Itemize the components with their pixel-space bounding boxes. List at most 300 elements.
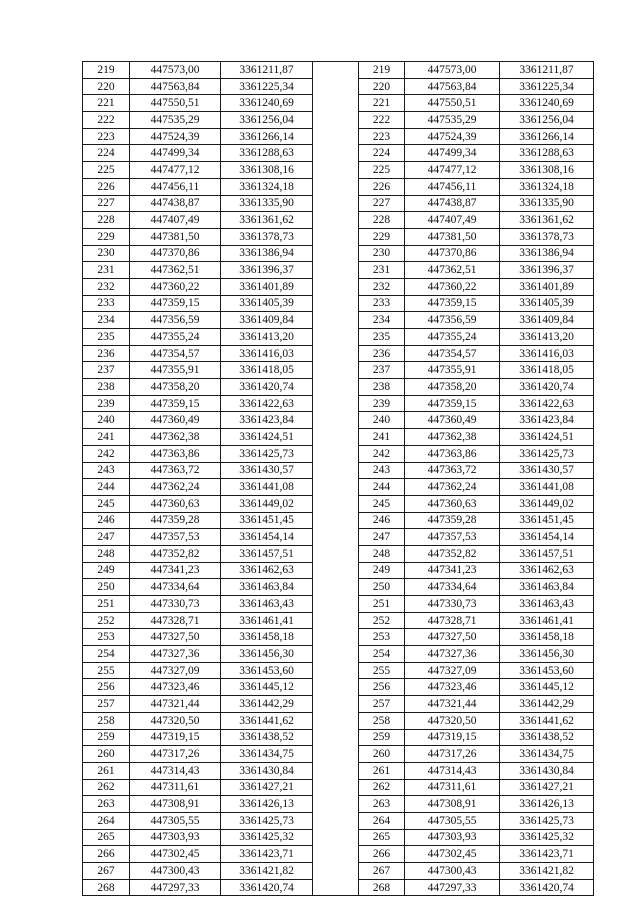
left-x-coordinate-cell: 447305,55 [130,812,221,829]
right-y-coordinate-cell: 3361225,34 [500,78,594,95]
right-y-coordinate-cell: 3361457,51 [500,545,594,562]
column-separator [313,78,359,95]
right-point-number-cell: 240 [359,412,405,429]
left-point-number-cell: 243 [83,462,130,479]
column-separator [313,312,359,329]
column-separator [313,445,359,462]
right-x-coordinate-cell: 447362,38 [405,429,500,446]
right-x-coordinate-cell: 447327,36 [405,646,500,663]
left-point-number-cell: 226 [83,178,130,195]
right-point-number-cell: 236 [359,345,405,362]
right-point-number-cell: 237 [359,362,405,379]
right-point-number-cell: 266 [359,846,405,863]
right-y-coordinate-cell: 3361421,82 [500,863,594,880]
left-x-coordinate-cell: 447330,73 [130,596,221,613]
right-x-coordinate-cell: 447363,86 [405,445,500,462]
table-row [83,679,594,696]
right-point-number-cell: 262 [359,779,405,796]
left-point-number-cell: 241 [83,429,130,446]
right-point-number-cell: 245 [359,495,405,512]
left-point-number-cell: 252 [83,612,130,629]
left-point-number-cell: 244 [83,479,130,496]
table-row [83,612,594,629]
left-point-number-cell: 239 [83,395,130,412]
right-point-number-cell: 241 [359,429,405,446]
column-separator [313,62,359,79]
column-separator [313,95,359,112]
left-y-coordinate-cell: 3361413,20 [221,329,313,346]
left-y-coordinate-cell: 3361425,32 [221,829,313,846]
left-y-coordinate-cell: 3361386,94 [221,245,313,262]
left-x-coordinate-cell: 447499,34 [130,145,221,162]
left-y-coordinate-cell: 3361441,62 [221,712,313,729]
column-separator [313,863,359,880]
left-point-number-cell: 251 [83,596,130,613]
column-separator [313,379,359,396]
left-x-coordinate-cell: 447319,15 [130,729,221,746]
table-row [83,512,594,529]
right-point-number-cell: 260 [359,746,405,763]
right-point-number-cell: 244 [359,479,405,496]
left-point-number-cell: 220 [83,78,130,95]
left-y-coordinate-cell: 3361457,51 [221,545,313,562]
table-row [83,145,594,162]
table-row [83,379,594,396]
left-point-number-cell: 229 [83,228,130,245]
left-point-number-cell: 230 [83,245,130,262]
right-point-number-cell: 231 [359,262,405,279]
left-x-coordinate-cell: 447334,64 [130,579,221,596]
left-y-coordinate-cell: 3361409,84 [221,312,313,329]
right-point-number-cell: 253 [359,629,405,646]
column-separator [313,178,359,195]
column-separator [313,495,359,512]
right-x-coordinate-cell: 447550,51 [405,95,500,112]
left-x-coordinate-cell: 447352,82 [130,545,221,562]
right-y-coordinate-cell: 3361418,05 [500,362,594,379]
left-point-number-cell: 265 [83,829,130,846]
left-x-coordinate-cell: 447563,84 [130,78,221,95]
right-x-coordinate-cell: 447334,64 [405,579,500,596]
left-y-coordinate-cell: 3361458,18 [221,629,313,646]
right-x-coordinate-cell: 447300,43 [405,863,500,880]
right-y-coordinate-cell: 3361405,39 [500,295,594,312]
column-separator [313,712,359,729]
left-x-coordinate-cell: 447300,43 [130,863,221,880]
left-point-number-cell: 231 [83,262,130,279]
right-point-number-cell: 247 [359,529,405,546]
left-point-number-cell: 225 [83,162,130,179]
column-separator [313,529,359,546]
column-separator [313,212,359,229]
column-separator [313,278,359,295]
left-point-number-cell: 250 [83,579,130,596]
left-y-coordinate-cell: 3361463,84 [221,579,313,596]
left-point-number-cell: 256 [83,679,130,696]
column-separator [313,362,359,379]
left-x-coordinate-cell: 447303,93 [130,829,221,846]
left-x-coordinate-cell: 447359,15 [130,395,221,412]
left-x-coordinate-cell: 447320,50 [130,712,221,729]
left-y-coordinate-cell: 3361454,14 [221,529,313,546]
left-point-number-cell: 227 [83,195,130,212]
left-y-coordinate-cell: 3361401,89 [221,278,313,295]
right-x-coordinate-cell: 447352,82 [405,545,500,562]
column-separator [313,679,359,696]
right-x-coordinate-cell: 447362,24 [405,479,500,496]
left-point-number-cell: 260 [83,746,130,763]
table-row [83,128,594,145]
right-y-coordinate-cell: 3361441,08 [500,479,594,496]
left-x-coordinate-cell: 447456,11 [130,178,221,195]
right-y-coordinate-cell: 3361413,20 [500,329,594,346]
column-separator [313,612,359,629]
right-x-coordinate-cell: 447477,12 [405,162,500,179]
left-x-coordinate-cell: 447355,24 [130,329,221,346]
left-x-coordinate-cell: 447360,63 [130,495,221,512]
column-separator [313,579,359,596]
left-x-coordinate-cell: 447360,49 [130,412,221,429]
left-x-coordinate-cell: 447327,50 [130,629,221,646]
right-x-coordinate-cell: 447359,28 [405,512,500,529]
right-y-coordinate-cell: 3361426,13 [500,796,594,813]
table-row [83,529,594,546]
left-point-number-cell: 223 [83,128,130,145]
left-point-number-cell: 234 [83,312,130,329]
left-y-coordinate-cell: 3361266,14 [221,128,313,145]
right-point-number-cell: 248 [359,545,405,562]
right-point-number-cell: 257 [359,696,405,713]
right-x-coordinate-cell: 447438,87 [405,195,500,212]
right-point-number-cell: 243 [359,462,405,479]
left-y-coordinate-cell: 3361420,74 [221,879,313,896]
right-point-number-cell: 219 [359,62,405,79]
right-y-coordinate-cell: 3361453,60 [500,662,594,679]
right-x-coordinate-cell: 447330,73 [405,596,500,613]
right-y-coordinate-cell: 3361409,84 [500,312,594,329]
left-point-number-cell: 266 [83,846,130,863]
left-x-coordinate-cell: 447359,28 [130,512,221,529]
right-y-coordinate-cell: 3361266,14 [500,128,594,145]
right-y-coordinate-cell: 3361211,87 [500,62,594,79]
left-y-coordinate-cell: 3361335,90 [221,195,313,212]
column-separator [313,879,359,896]
table-row [83,412,594,429]
column-separator [313,195,359,212]
right-y-coordinate-cell: 3361442,29 [500,696,594,713]
right-y-coordinate-cell: 3361445,12 [500,679,594,696]
right-y-coordinate-cell: 3361396,37 [500,262,594,279]
right-x-coordinate-cell: 447355,24 [405,329,500,346]
table-row [83,312,594,329]
column-separator [313,829,359,846]
table-row [83,545,594,562]
column-separator [313,746,359,763]
table-row [83,846,594,863]
left-y-coordinate-cell: 3361308,16 [221,162,313,179]
left-x-coordinate-cell: 447370,86 [130,245,221,262]
column-separator [313,646,359,663]
right-x-coordinate-cell: 447297,33 [405,879,500,896]
left-x-coordinate-cell: 447327,36 [130,646,221,663]
column-separator [313,796,359,813]
left-x-coordinate-cell: 447302,45 [130,846,221,863]
left-y-coordinate-cell: 3361425,73 [221,445,313,462]
right-point-number-cell: 222 [359,112,405,129]
right-point-number-cell: 224 [359,145,405,162]
right-point-number-cell: 242 [359,445,405,462]
right-y-coordinate-cell: 3361441,62 [500,712,594,729]
right-point-number-cell: 230 [359,245,405,262]
right-point-number-cell: 229 [359,228,405,245]
left-x-coordinate-cell: 447323,46 [130,679,221,696]
right-point-number-cell: 238 [359,379,405,396]
right-y-coordinate-cell: 3361449,02 [500,495,594,512]
left-y-coordinate-cell: 3361456,30 [221,646,313,663]
left-x-coordinate-cell: 447524,39 [130,128,221,145]
left-point-number-cell: 255 [83,662,130,679]
left-x-coordinate-cell: 447362,24 [130,479,221,496]
left-point-number-cell: 268 [83,879,130,896]
table-row [83,295,594,312]
right-x-coordinate-cell: 447456,11 [405,178,500,195]
column-separator [313,729,359,746]
left-point-number-cell: 264 [83,812,130,829]
column-separator [313,162,359,179]
left-x-coordinate-cell: 447354,57 [130,345,221,362]
left-point-number-cell: 249 [83,562,130,579]
table-row [83,212,594,229]
left-y-coordinate-cell: 3361396,37 [221,262,313,279]
left-x-coordinate-cell: 447311,61 [130,779,221,796]
left-x-coordinate-cell: 447362,38 [130,429,221,446]
column-separator [313,779,359,796]
right-y-coordinate-cell: 3361378,73 [500,228,594,245]
left-point-number-cell: 222 [83,112,130,129]
right-x-coordinate-cell: 447381,50 [405,228,500,245]
left-y-coordinate-cell: 3361445,12 [221,679,313,696]
column-separator [313,395,359,412]
table-row [83,278,594,295]
table-row [83,562,594,579]
left-x-coordinate-cell: 447297,33 [130,879,221,896]
left-point-number-cell: 236 [83,345,130,362]
right-y-coordinate-cell: 3361451,45 [500,512,594,529]
left-x-coordinate-cell: 447314,43 [130,762,221,779]
column-separator [313,145,359,162]
left-y-coordinate-cell: 3361451,45 [221,512,313,529]
right-y-coordinate-cell: 3361401,89 [500,278,594,295]
right-x-coordinate-cell: 447321,44 [405,696,500,713]
left-point-number-cell: 235 [83,329,130,346]
right-point-number-cell: 250 [359,579,405,596]
table-row [83,662,594,679]
right-y-coordinate-cell: 3361424,51 [500,429,594,446]
right-point-number-cell: 228 [359,212,405,229]
table-row [83,829,594,846]
right-y-coordinate-cell: 3361240,69 [500,95,594,112]
table-row [83,228,594,245]
right-point-number-cell: 235 [359,329,405,346]
right-x-coordinate-cell: 447311,61 [405,779,500,796]
left-y-coordinate-cell: 3361462,63 [221,562,313,579]
table-row [83,162,594,179]
left-x-coordinate-cell: 447535,29 [130,112,221,129]
left-point-number-cell: 242 [83,445,130,462]
left-y-coordinate-cell: 3361438,52 [221,729,313,746]
right-y-coordinate-cell: 3361427,21 [500,779,594,796]
left-y-coordinate-cell: 3361427,21 [221,779,313,796]
column-separator [313,262,359,279]
table-row [83,195,594,212]
table-row [83,596,594,613]
table-row [83,729,594,746]
right-y-coordinate-cell: 3361456,30 [500,646,594,663]
right-x-coordinate-cell: 447357,53 [405,529,500,546]
column-separator [313,112,359,129]
right-y-coordinate-cell: 3361461,41 [500,612,594,629]
left-point-number-cell: 232 [83,278,130,295]
left-y-coordinate-cell: 3361416,03 [221,345,313,362]
right-x-coordinate-cell: 447328,71 [405,612,500,629]
column-separator [313,696,359,713]
right-x-coordinate-cell: 447360,63 [405,495,500,512]
right-y-coordinate-cell: 3361438,52 [500,729,594,746]
left-point-number-cell: 245 [83,495,130,512]
right-x-coordinate-cell: 447327,50 [405,629,500,646]
left-y-coordinate-cell: 3361405,39 [221,295,313,312]
left-y-coordinate-cell: 3361442,29 [221,696,313,713]
left-y-coordinate-cell: 3361449,02 [221,495,313,512]
table-row [83,462,594,479]
right-point-number-cell: 227 [359,195,405,212]
right-x-coordinate-cell: 447499,34 [405,145,500,162]
right-x-coordinate-cell: 447303,93 [405,829,500,846]
table-row [83,579,594,596]
left-x-coordinate-cell: 447359,15 [130,295,221,312]
right-point-number-cell: 246 [359,512,405,529]
left-x-coordinate-cell: 447327,09 [130,662,221,679]
left-point-number-cell: 257 [83,696,130,713]
right-y-coordinate-cell: 3361420,74 [500,879,594,896]
left-y-coordinate-cell: 3361426,13 [221,796,313,813]
left-point-number-cell: 261 [83,762,130,779]
column-separator [313,512,359,529]
right-y-coordinate-cell: 3361463,43 [500,596,594,613]
column-separator [313,345,359,362]
left-y-coordinate-cell: 3361240,69 [221,95,313,112]
table-row [83,495,594,512]
right-y-coordinate-cell: 3361324,18 [500,178,594,195]
right-y-coordinate-cell: 3361386,94 [500,245,594,262]
left-y-coordinate-cell: 3361361,62 [221,212,313,229]
left-y-coordinate-cell: 3361453,60 [221,662,313,679]
left-point-number-cell: 219 [83,62,130,79]
right-x-coordinate-cell: 447356,59 [405,312,500,329]
column-separator [313,545,359,562]
right-x-coordinate-cell: 447573,00 [405,62,500,79]
right-x-coordinate-cell: 447320,50 [405,712,500,729]
right-x-coordinate-cell: 447359,15 [405,395,500,412]
left-x-coordinate-cell: 447341,23 [130,562,221,579]
left-y-coordinate-cell: 3361288,63 [221,145,313,162]
right-y-coordinate-cell: 3361462,63 [500,562,594,579]
column-separator [313,128,359,145]
left-y-coordinate-cell: 3361378,73 [221,228,313,245]
left-point-number-cell: 246 [83,512,130,529]
column-separator [313,812,359,829]
right-x-coordinate-cell: 447317,26 [405,746,500,763]
right-y-coordinate-cell: 3361256,04 [500,112,594,129]
column-separator [313,245,359,262]
right-y-coordinate-cell: 3361420,74 [500,379,594,396]
right-point-number-cell: 233 [359,295,405,312]
column-separator [313,846,359,863]
right-x-coordinate-cell: 447360,22 [405,278,500,295]
right-y-coordinate-cell: 3361416,03 [500,345,594,362]
left-x-coordinate-cell: 447308,91 [130,796,221,813]
left-point-number-cell: 248 [83,545,130,562]
table-row [83,712,594,729]
column-separator [313,412,359,429]
table-row [83,62,594,79]
left-x-coordinate-cell: 447438,87 [130,195,221,212]
table-row [83,479,594,496]
table-row [83,812,594,829]
right-x-coordinate-cell: 447535,29 [405,112,500,129]
table-row [83,245,594,262]
column-separator [313,562,359,579]
right-point-number-cell: 239 [359,395,405,412]
table-row [83,262,594,279]
left-x-coordinate-cell: 447328,71 [130,612,221,629]
left-x-coordinate-cell: 447407,49 [130,212,221,229]
left-x-coordinate-cell: 447356,59 [130,312,221,329]
right-x-coordinate-cell: 447314,43 [405,762,500,779]
right-x-coordinate-cell: 447360,49 [405,412,500,429]
right-point-number-cell: 267 [359,863,405,880]
left-x-coordinate-cell: 447355,91 [130,362,221,379]
column-separator [313,596,359,613]
table-row [83,646,594,663]
left-point-number-cell: 240 [83,412,130,429]
right-point-number-cell: 263 [359,796,405,813]
right-x-coordinate-cell: 447319,15 [405,729,500,746]
column-separator [313,429,359,446]
right-y-coordinate-cell: 3361425,32 [500,829,594,846]
coordinates-table-body [83,62,594,896]
left-y-coordinate-cell: 3361225,34 [221,78,313,95]
right-y-coordinate-cell: 3361288,63 [500,145,594,162]
right-y-coordinate-cell: 3361425,73 [500,812,594,829]
right-point-number-cell: 234 [359,312,405,329]
left-x-coordinate-cell: 447477,12 [130,162,221,179]
right-x-coordinate-cell: 447358,20 [405,379,500,396]
right-y-coordinate-cell: 3361423,84 [500,412,594,429]
column-separator [313,662,359,679]
left-y-coordinate-cell: 3361421,82 [221,863,313,880]
left-y-coordinate-cell: 3361422,63 [221,395,313,412]
right-x-coordinate-cell: 447362,51 [405,262,500,279]
left-y-coordinate-cell: 3361324,18 [221,178,313,195]
right-x-coordinate-cell: 447354,57 [405,345,500,362]
left-point-number-cell: 267 [83,863,130,880]
right-y-coordinate-cell: 3361458,18 [500,629,594,646]
right-y-coordinate-cell: 3361422,63 [500,395,594,412]
right-x-coordinate-cell: 447370,86 [405,245,500,262]
left-x-coordinate-cell: 447381,50 [130,228,221,245]
left-y-coordinate-cell: 3361425,73 [221,812,313,829]
